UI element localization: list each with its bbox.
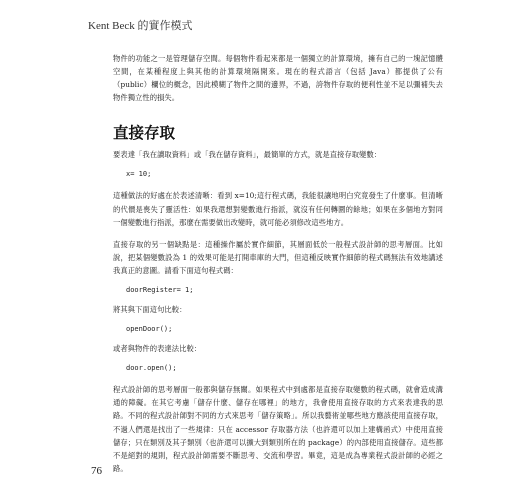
paragraph-5: 或者與物件的表達法比較： <box>113 344 202 354</box>
page-number: 76 <box>91 465 102 477</box>
running-header: Kent Beck 的實作模式 <box>88 20 193 32</box>
code-sample-1: x= 10; <box>126 170 152 179</box>
code-sample-3: openDoor(); <box>126 325 173 334</box>
paragraph-1: 要表達「我在讀取資料」或「我在儲存資料」，最簡單的方式，就是直接存取變數： <box>113 150 382 160</box>
section-title: 直接存取 <box>113 124 176 143</box>
paragraph-6: 程式設計師的思考層面一般都與儲存無關。如果程式中到處都是直接存取變數的程式碼，就會造成溝通的障礙。在其它考慮「儲存什麼、儲存在哪裡」的地方，我會使用直接存取的方式來表達我的思路。不同的程式設計師對不同的方式來思考「儲存策略」。所以我藝術並哪些地方應該使用直接存取，不過人們還是找出了一些規律：只在 accessor 存取器方法（也許還可以加上建構函式）中使用直接儲存；只在類別及其子類別（也許還可以擴大到類別所在的 package）的內部使用直接儲存。這些都不是絕對的規則，程式設計師需要不斷思考、交流和學習。畢竟，這是成為專業程式設計師的必經之路。 <box>113 385 443 473</box>
intro-paragraph: 物件的功能之一是管理儲存空間。每個物件看起來都是一個獨立的計算環境，擁有自己的一塊記憶體空間，在某種程度上與其他的計算環境隔開來。現在的程式語言（包括 Java）都提供了公有（public）欄位的概念，因此模糊了物件之間的邊界，不過，誇物件存取的便利性並不足以彌補失去物件獨立性的損失。 <box>113 54 443 103</box>
code-sample-2: doorRegister= 1; <box>126 286 194 295</box>
paragraph-2: 這種做法的好處在於表述清晰：看到 x=10;這行程式碼，我能很讓地明白究竟發生了什麼事。但清晰的代價是喪失了靈活性：如果我還想對變數進行指派，就沒有任何轉圜的餘地；如果在多個地方對同一個變數進行指派，那麼在需要做出改變時，就可能必須修改這些地方。 <box>113 191 443 227</box>
page-body <box>113 52 443 475</box>
paragraph-4: 將其與下面這句比較： <box>113 305 187 315</box>
paragraph-3: 直接存取的另一個缺點是：這種操作屬於實作細節，其層面低於一般程式設計師的思考層面。比如說，把某個變數設為 1 的效果可能是打開車庫的大門，但這種反映實作細節的程式碼無法有效地講述我真正的意圖。請看下面這句程式碼： <box>113 239 443 275</box>
code-sample-4: door.open(); <box>126 364 177 373</box>
